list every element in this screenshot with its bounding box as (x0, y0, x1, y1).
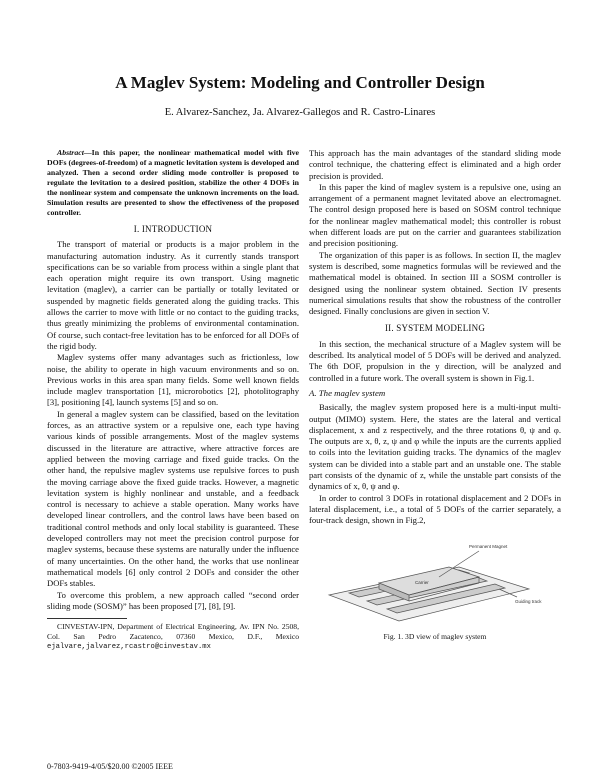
right-column (309, 148, 561, 642)
figure-label-permanent-magnet: Permanent Magnet (469, 543, 508, 549)
right-paragraph-3: The organization of this paper is as follows. In section II, the maglev system is described, some magnetics formulas will be reviewed and the mathematical model is obtained. In section III a SOSM controller is designed using the nonlinear system obtained. Section IV presents numerical simulations results that show the robustness of the controller designed. Finally conclusions are given in section V. (309, 249, 561, 317)
figure-label-carrier: Carrier (415, 579, 429, 585)
footnote-affiliation: CINVESTAV-IPN, Department of Electrical Engineering, Av. IPN No. 2508, Col. San Pedro Zacatenco, 07360 Mexico, D.F., Mexico (47, 622, 299, 641)
maglev-paragraph-1: Basically, the maglev system proposed here is a multi-input multi-output (MIMO) system. Here, the states are the lateral and vertical displacement, x and z respectively, and the three rotations θ, ψ and φ. The outputs are x, θ, z, ψ and φ while the inputs are the currents applied to coils into the levitation guiding tracks. The dynamics of the maglev system can be divided into a stable part and an unstable one. The stable part consists of the dynamic of z, while the unstable part consists of the dynamics of x, θ, ψ and φ. (309, 402, 561, 492)
footnote-rule (47, 618, 127, 619)
copyright-notice: 0-7803-9419-4/05/$20.00 ©2005 IEEE (47, 762, 173, 771)
footnote-emails[interactable]: ejalvare,jalvarez,rcastro@cinvestav.mx (47, 643, 211, 652)
abstract (47, 148, 299, 218)
maglev-paragraph-2: In order to control 3 DOFs in rotational displacement and 2 DOFs in lateral displacement, i.e., a total of 5 DOFs of the carrier separately, a four-track design, shown in Fig.2, (309, 492, 561, 526)
intro-paragraph-1: The transport of material or products is a major problem in the manufacturing automation industry. As it currently stands transport specifications can be so variable from process within a single plant that each operation might require its own transport. Using magnetic levitation (maglev), a carrier can be partially or totally levitated or suspended by magnetic fields generated along the guiding tracks. This allows the carrier to move with little or no contact to the guiding tracks, thus greatly minimizing the problems of environmental contamination. Of course, such contact-free levitation has to be enforced for all DOFs of the rigid body. (47, 239, 299, 351)
figure-caption: Fig. 1. 3D view of maglev system (383, 631, 487, 641)
right-paragraph-1: This approach has the main advantages of the standard sliding mode control technique, the chattering effect is eliminated and a high order precision is provided. (309, 148, 561, 181)
footnote (47, 622, 299, 653)
figure-label-guiding-track: Guiding track (515, 598, 542, 604)
right-paragraph-2: In this paper the kind of maglev system is a repulsive one, using an arrangement of a permanent magnet levitated above an electromagnet. The control design proposed here is based on SOSM control technique for the nonlinear maglev mathematical model; this controller is robust when different loads are put on the carrier and guarantees stabilization and precision positioning. (309, 181, 561, 249)
subsection-heading-maglev: A. The maglev system (309, 387, 386, 398)
paper-title: A Maglev System: Modeling and Controller Design (115, 73, 485, 92)
section-heading-introduction: I. INTRODUCTION (133, 224, 213, 234)
section-heading-system-modeling: II. SYSTEM MODELING (384, 323, 486, 334)
intro-paragraph-2: Maglev systems offer many advantages such as frictionless, low noise, the ability to operate in high vacuum environments and so on. Previous works in this area span many fields. Some well known fields include maglev transportation [1], microrobotics [2], photolitography [3], positioning [4], launch systems [5] and so on. (47, 352, 299, 408)
abstract-text: In this paper, the nonlinear mathematical model with five DOFs (degrees-of-freedom) of a magnetic levitation system is developed and analyzed. Then a second order sliding mode controller is proposed to regulate the levitation to a desired position, stabilize the other 4 DOFs in the nonlinear system and compensate the unknown increments on the load. Simulation results are presented to show the effectiveness of the proposed controller. (47, 148, 299, 217)
paper-authors: E. Alvarez-Sanchez, Ja. Alvarez-Gallegos and R. Castro-Linares (164, 107, 436, 118)
abstract-label: Abstract— (57, 148, 92, 157)
intro-paragraph-4: To overcome this problem, a new approach called “second order sliding mode (SOSM)” has been proposed [7], [8], [9]. (47, 589, 299, 611)
figure-1 (309, 537, 561, 629)
left-column (47, 148, 299, 653)
intro-paragraph-3: In general a maglev system can be classified, based on the levitation forces, as an attractive system or a repulsive one, each type having various kinds of possible arrangements. Most of the maglev systems discussed in the literature are attractive, where attractive forces are applied between the moving carriage and fixed guide tracks. On the other hand, the repulsive maglev systems use repulsive forces to push the moving carriage above the fixed guide tracks. However, a magnetic levitation system is highly nonlinear and unstable, and a feedback control is necessary to achieve a stable operation. Many works have developed linear controllers, and the control laws have been based on traditional control methods and only local stability is guaranteed. These developed controllers may not meet the precision control purpose for maglev systems, because these systems are naturally under the influence of many uncertainties. On the other hand, the works that use nonlinear mathematical models [6] only control 2 DOFs and consider the other DOFs stables. (47, 408, 299, 589)
modeling-paragraph-1: In this section, the mechanical structure of a Maglev system will be described. Its analytical model of 5 DOFs will be derived and analyzed. The 6th DOF, propulsion in the y direction, will be analyzed and controlled in a future work. The overall system is shown in Fig.1. (309, 338, 561, 383)
maglev-3d-diagram (319, 537, 551, 629)
